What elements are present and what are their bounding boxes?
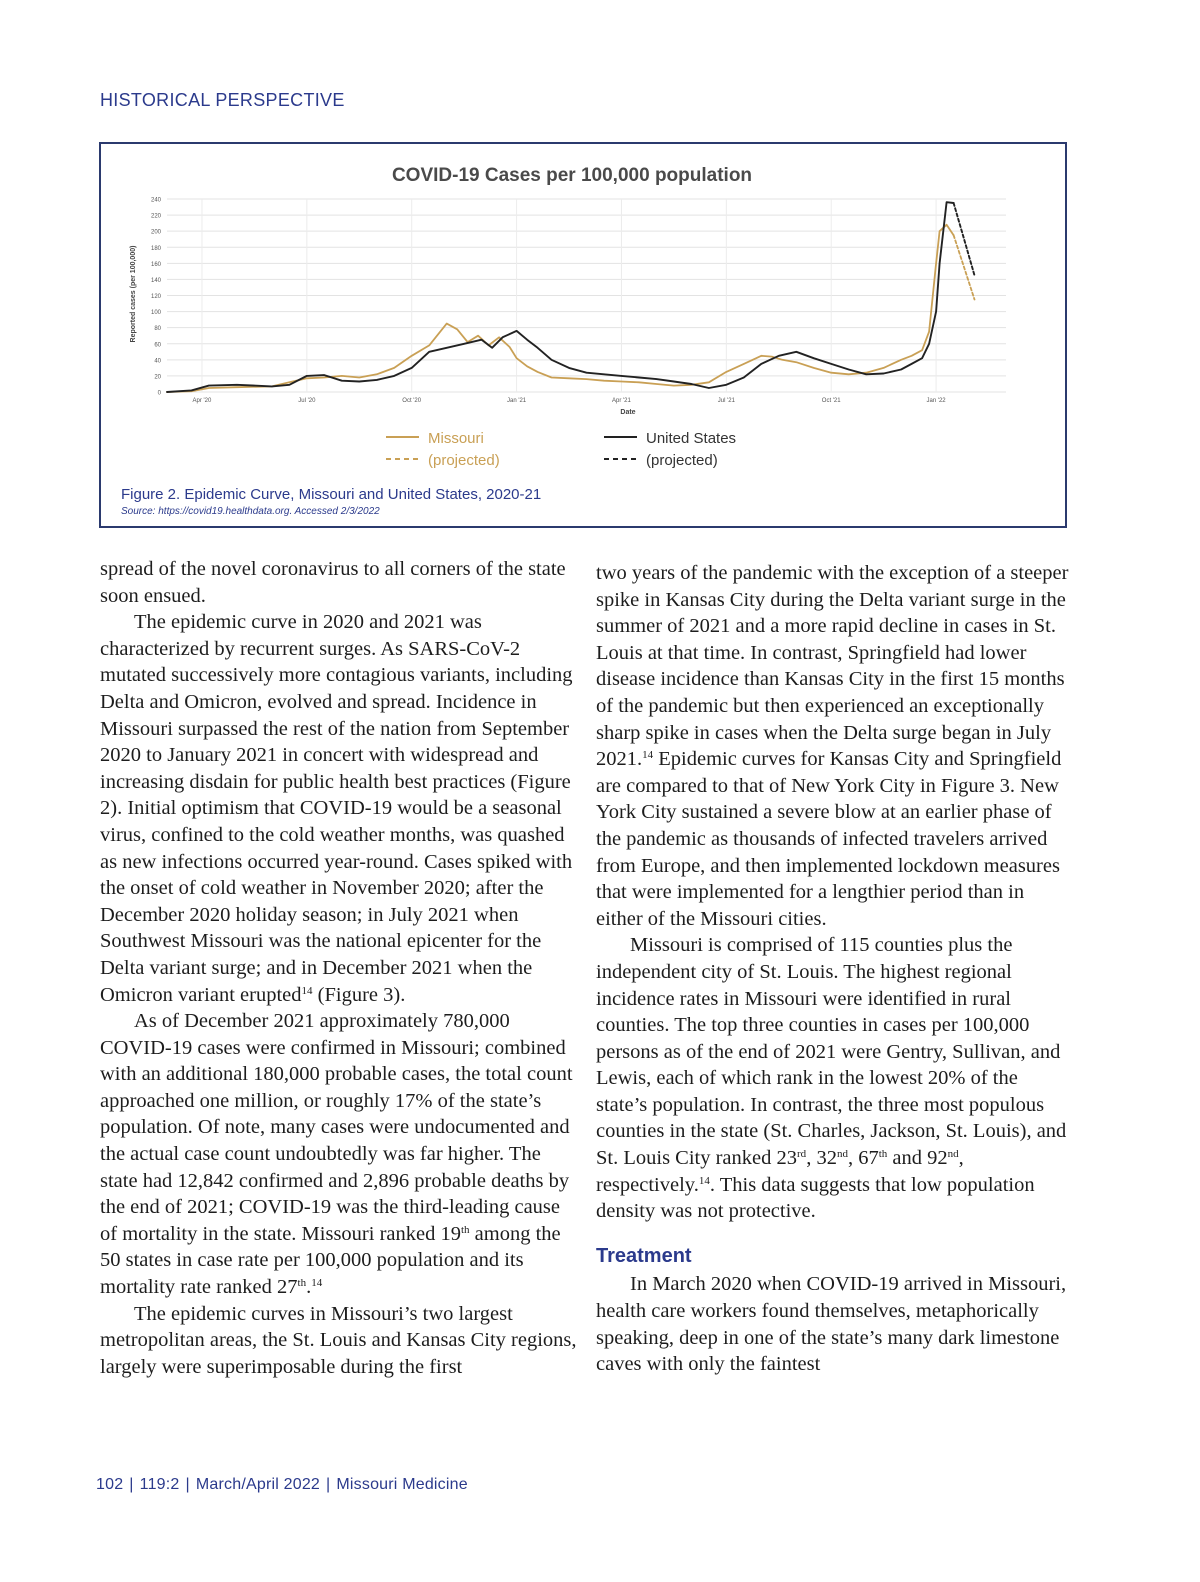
paragraph-text: , 32 <box>806 1147 837 1170</box>
chart-legend <box>386 430 736 469</box>
y-tick-label: 40 <box>154 358 161 365</box>
y-tick-label: 140 <box>150 277 161 284</box>
journal-name: Missouri Medicine <box>336 1476 468 1493</box>
body-column-left <box>100 556 578 1380</box>
x-tick-label: Jul '21 <box>717 398 735 404</box>
y-tick-label: 160 <box>150 261 161 268</box>
y-tick-label: 80 <box>154 326 161 333</box>
page-footer: 102 | 119:2 | March/April 2022 | Missouri Medicine <box>96 1476 468 1493</box>
series-line-united-states-projected <box>954 203 975 275</box>
x-tick-label: Jul '20 <box>298 398 316 404</box>
section-label: HISTORICAL PERSPECTIVE <box>100 90 345 110</box>
reference-superscript: 14 <box>311 1277 323 1290</box>
legend-missouri-projected: (projected) <box>428 452 500 469</box>
legend-missouri: Missouri <box>428 430 484 447</box>
series-line-missouri <box>167 225 954 392</box>
paragraph <box>100 1008 578 1301</box>
paragraph-text: Missouri is comprised of 115 counties plus the independent city of St. Louis. The highest regional incidence rates in Missouri were identified in rural counties. The top three counties in cases per 100,000 persons as of the end of 2021 were Gentry, Sullivan, and Lewis, each of which rank in the lowest 20% of the state’s population. In contrast, the three most populous counties in the state (St. Charles, Jackson, St. Louis), and St. Louis City ranked 23 <box>596 934 1067 1170</box>
x-tick-label: Apr '21 <box>612 398 631 404</box>
x-tick-label: Jan '22 <box>926 398 946 404</box>
paragraph-text: and 92 <box>887 1147 948 1170</box>
paragraph <box>596 1271 1074 1377</box>
y-tick-label: 120 <box>150 294 161 300</box>
issue-number: 119:2 <box>139 1476 180 1493</box>
y-tick-label: 240 <box>150 197 161 204</box>
chart-title: COVID-19 Cases per 100,000 population <box>391 165 753 186</box>
reference-superscript: 14 <box>698 1174 710 1187</box>
x-tick-label: Jan '21 <box>506 398 527 404</box>
x-tick-label: Oct '21 <box>821 398 841 404</box>
paragraph <box>596 932 1074 1225</box>
ordinal-superscript: th <box>460 1223 470 1236</box>
legend-united-states-projected: (projected) <box>646 452 718 469</box>
paragraph <box>100 556 578 609</box>
y-tick-label: 60 <box>154 342 161 349</box>
ordinal-superscript: th <box>878 1148 888 1161</box>
paragraph-text: In March 2020 when COVID-19 arrived in Missouri, health care workers found themselves, metaphorically speaking, deep in one of the state’s many dark limestone caves with only the faintest <box>596 1273 1067 1376</box>
paragraph-text: Epidemic curves for Kansas City and Springfield are compared to that of New York City in Figure 3. New York City sustained a severe blow at an earlier phase of the pandemic as thousands of infected travelers arrived from Europe, and then implemented lockdown measures that were implemented for a lengthier period than in either of the Missouri cities. <box>596 748 1062 930</box>
paragraph-text: two years of the pandemic with the exception of a steeper spike in Kansas City during the Delta variant surge in the summer of 2021 and a more rapid decline in cases in St. Louis at that time. In contrast, Springfield had lower disease incidence than Kansas City in the first 15 months of the pandemic but then experienced an exceptionally sharp spike in cases when the Delta surge began in July 2021. <box>596 562 1069 771</box>
ordinal-superscript: nd <box>836 1148 848 1161</box>
x-tick-label: Apr '20 <box>192 398 212 404</box>
section-heading-treatment: Treatment <box>596 1244 692 1267</box>
paragraph <box>596 560 1074 932</box>
chart-y-axis-label: Reported cases (per 100,000) <box>130 245 137 343</box>
paragraph-text: . This data suggests that low population density was not protective. <box>596 1173 1035 1223</box>
paragraph-text: The epidemic curves in Missouri’s two largest metropolitan areas, the St. Louis and Kansas City regions, largely were superimposable during the first <box>100 1302 577 1378</box>
ordinal-superscript: nd <box>947 1148 959 1161</box>
paragraph-text: , respectively. <box>596 1147 964 1196</box>
ordinal-superscript: th <box>297 1277 307 1290</box>
ordinal-superscript: rd <box>797 1148 807 1161</box>
y-tick-label: 20 <box>154 374 161 381</box>
paragraph-text: among the 50 states in case rate per 100,000 population and its mortality rate ranked 27 <box>100 1222 561 1299</box>
y-tick-label: 0 <box>157 390 161 397</box>
figure-2 <box>99 142 1067 528</box>
paragraph-text: spread of the novel coronavirus to all corners of the state soon ensued. <box>100 558 566 607</box>
issue-date: March/April 2022 <box>195 1476 321 1493</box>
page-number: 102 <box>96 1476 124 1493</box>
figure-source: Source: https://covid19.healthdata.org. Accessed 2/3/2022 <box>121 506 380 517</box>
body-column-right <box>596 560 1074 1378</box>
figure-caption: Figure 2. Epidemic Curve, Missouri and United States, 2020-21 <box>121 486 542 503</box>
chart-x-axis-label: Date <box>620 409 636 416</box>
paragraph-text: (Figure 3). <box>312 983 406 1006</box>
reference-superscript: 14 <box>301 984 313 997</box>
y-tick-label: 200 <box>150 229 161 236</box>
y-tick-label: 220 <box>150 213 161 220</box>
x-tick-label: Oct '20 <box>402 398 422 404</box>
y-tick-label: 180 <box>150 245 161 252</box>
epidemic-curve-chart <box>101 144 1065 484</box>
paragraph-text: , 67 <box>847 1147 879 1170</box>
reference-superscript: 14 <box>642 749 654 762</box>
paragraph-text: As of December 2021 approximately 780,000 COVID-19 cases were confirmed in Missouri; combined with an additional 180,000 probable cases, the total count approached one million, or roughly 17% of the state’s population. Of note, many cases were undocumented and the actual case count undoubtedly was far higher. The state had 12,842 confirmed and 2,896 probable deaths by the end of 2021; COVID-19 was the third-leading cause of mortality in the state. Missouri ranked 19 <box>100 1010 573 1245</box>
paragraph <box>100 1301 578 1381</box>
y-tick-label: 100 <box>150 310 161 317</box>
paragraph-text: The epidemic curve in 2020 and 2021 was characterized by recurrent surges. As SARS-CoV-2 mutated successively more contagious variants, including Delta and Omicron, evolved and spread. Incidence in Missouri surpassed the rest of the nation from September 2020 to January 2021 in concert with widespread and increasing disdain for public health best practices (Figure 2). Initial optimism that COVID-19 would be a seasonal virus, confined to the cold weather months, was quashed as new infections occurred year-round. Cases spiked with the onset of cold weather in November 2020; after the December 2020 holiday season; in July 2021 when Southwest Missouri was the national epicenter for the Delta variant surge; and in December 2021 when the Omicron variant erupted <box>100 611 573 1006</box>
paragraph-text: . <box>306 1276 312 1299</box>
legend-united-states: United States <box>646 430 737 447</box>
paragraph <box>100 609 578 1008</box>
